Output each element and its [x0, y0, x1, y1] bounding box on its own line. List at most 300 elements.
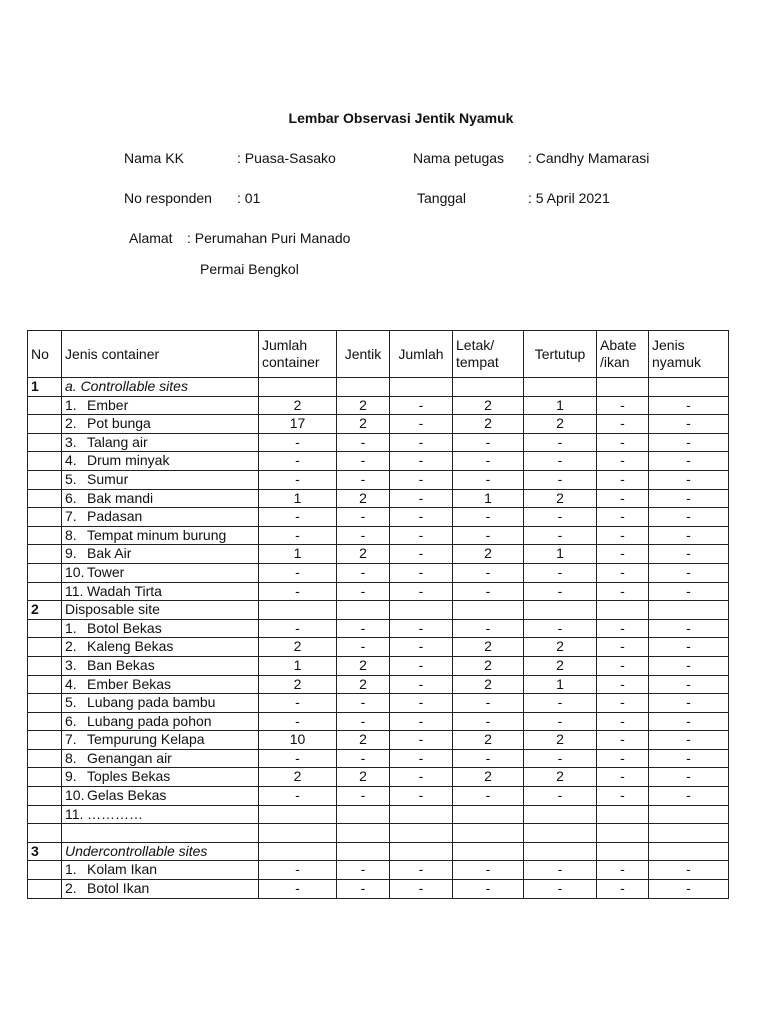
item-number: 10.: [65, 787, 85, 804]
container-name-cell: [62, 861, 259, 880]
table-row: [28, 712, 729, 731]
value-cell: -: [390, 526, 453, 545]
value-cell: -: [259, 563, 337, 582]
value-cell: -: [597, 694, 649, 713]
empty-cell: [649, 601, 729, 620]
value-cell: -: [649, 675, 729, 694]
value-cell: 2: [337, 489, 390, 508]
value-cell: -: [597, 861, 649, 880]
item-name: Botol Ikan: [87, 880, 150, 897]
item-name: Lubang pada pohon: [87, 712, 212, 729]
container-name-cell: [62, 452, 259, 471]
nama-petugas-value: : Candhy Mamarasi: [528, 150, 650, 166]
no-cell: [28, 563, 62, 582]
table-row: [28, 619, 729, 638]
value-cell: 2: [524, 731, 597, 750]
value-cell: -: [453, 694, 524, 713]
no-cell: [28, 749, 62, 768]
table-row: [28, 433, 729, 452]
item-name: Sumur: [87, 470, 129, 487]
empty-cell: [62, 824, 259, 843]
value-cell: -: [390, 675, 453, 694]
value-cell: -: [453, 526, 524, 545]
section-label: a. Controllable sites: [62, 378, 259, 397]
value-cell: -: [649, 545, 729, 564]
value-cell: -: [524, 508, 597, 527]
value-cell: [649, 805, 729, 824]
value-cell: -: [453, 582, 524, 601]
empty-cell: [337, 601, 390, 620]
value-cell: -: [337, 619, 390, 638]
empty-cell: [390, 824, 453, 843]
value-cell: -: [649, 489, 729, 508]
no-cell: [28, 452, 62, 471]
value-cell: -: [337, 526, 390, 545]
no-cell: [28, 638, 62, 657]
value-cell: 2: [337, 545, 390, 564]
section-label: Disposable site: [62, 601, 259, 620]
item-name: Kolam Ikan: [87, 861, 158, 878]
table-row: [28, 675, 729, 694]
container-name-cell: [62, 526, 259, 545]
value-cell: -: [649, 880, 729, 899]
empty-cell: [390, 378, 453, 397]
value-cell: -: [390, 489, 453, 508]
table-row: [28, 582, 729, 601]
value-cell: -: [453, 712, 524, 731]
value-cell: 1: [524, 675, 597, 694]
empty-cell: [259, 378, 337, 397]
item-number: 3.: [65, 656, 77, 673]
value-cell: [453, 805, 524, 824]
value-cell: 2: [453, 656, 524, 675]
value-cell: -: [259, 861, 337, 880]
value-cell: -: [337, 880, 390, 899]
value-cell: -: [453, 452, 524, 471]
value-cell: -: [597, 489, 649, 508]
item-name: Tower: [87, 563, 125, 580]
value-cell: -: [337, 787, 390, 806]
value-cell: 2: [337, 731, 390, 750]
item-name: Tempat minum burung: [87, 526, 227, 543]
value-cell: -: [259, 880, 337, 899]
empty-cell: [390, 601, 453, 620]
value-cell: -: [337, 861, 390, 880]
item-name: Lubang pada bambu: [87, 694, 216, 711]
no-cell: [28, 712, 62, 731]
item-number: 1.: [65, 396, 77, 413]
value-cell: -: [453, 619, 524, 638]
container-name-cell: [62, 805, 259, 824]
header-jumlah: Jumlah: [390, 331, 453, 378]
no-cell: [28, 880, 62, 899]
value-cell: -: [524, 749, 597, 768]
value-cell: -: [259, 712, 337, 731]
value-cell: -: [524, 563, 597, 582]
value-cell: -: [337, 582, 390, 601]
value-cell: -: [390, 731, 453, 750]
no-cell: [28, 489, 62, 508]
section-row: [28, 842, 729, 861]
value-cell: -: [390, 768, 453, 787]
value-cell: -: [337, 433, 390, 452]
alamat-value-line-1: : Perumahan Puri Manado: [187, 230, 351, 246]
no-cell: [28, 768, 62, 787]
value-cell: -: [390, 880, 453, 899]
value-cell: 1: [259, 545, 337, 564]
value-cell: 2: [453, 415, 524, 434]
value-cell: -: [597, 619, 649, 638]
no-responden-label: No responden: [124, 190, 212, 206]
tanggal-label: Tanggal: [417, 190, 467, 206]
value-cell: -: [453, 508, 524, 527]
header-letak-tempat: Letak/ tempat: [453, 331, 524, 378]
alamat-value-line-2: Permai Bengkol: [200, 261, 299, 277]
value-cell: -: [453, 787, 524, 806]
value-cell: -: [390, 656, 453, 675]
section-label: Undercontrollable sites: [62, 842, 259, 861]
value-cell: -: [597, 433, 649, 452]
value-cell: 2: [259, 638, 337, 657]
empty-cell: [597, 378, 649, 397]
item-name: …………: [87, 805, 143, 822]
no-cell: [28, 787, 62, 806]
value-cell: 2: [524, 415, 597, 434]
section-row: [28, 378, 729, 397]
value-cell: -: [597, 508, 649, 527]
value-cell: -: [597, 880, 649, 899]
no-cell: [28, 526, 62, 545]
container-name-cell: [62, 749, 259, 768]
table-row: [28, 396, 729, 415]
no-cell: [28, 433, 62, 452]
value-cell: -: [524, 433, 597, 452]
section-row: [28, 601, 729, 620]
table-row: [28, 824, 729, 843]
item-name: Tempurung Kelapa: [87, 731, 205, 748]
table-row: [28, 749, 729, 768]
table-row: [28, 787, 729, 806]
value-cell: -: [649, 638, 729, 657]
table-row: [28, 768, 729, 787]
value-cell: -: [453, 749, 524, 768]
item-name: Toples Bekas: [87, 768, 171, 785]
item-number: 8.: [65, 749, 77, 766]
value-cell: 2: [259, 768, 337, 787]
value-cell: 1: [453, 489, 524, 508]
value-cell: -: [649, 731, 729, 750]
no-cell: [28, 656, 62, 675]
value-cell: -: [597, 526, 649, 545]
value-cell: 2: [453, 638, 524, 657]
value-cell: -: [259, 749, 337, 768]
value-cell: -: [649, 694, 729, 713]
item-name: Genangan air: [87, 749, 172, 766]
container-name-cell: [62, 731, 259, 750]
value-cell: -: [259, 582, 337, 601]
value-cell: -: [524, 712, 597, 731]
item-number: 4.: [65, 675, 77, 692]
value-cell: -: [453, 861, 524, 880]
value-cell: -: [597, 452, 649, 471]
no-responden-value: : 01: [237, 190, 261, 206]
table-row: [28, 415, 729, 434]
value-cell: 2: [524, 638, 597, 657]
value-cell: 1: [524, 396, 597, 415]
value-cell: -: [649, 396, 729, 415]
value-cell: -: [597, 545, 649, 564]
item-number: 8.: [65, 526, 77, 543]
table-row: [28, 563, 729, 582]
table-row: [28, 489, 729, 508]
item-number: 7.: [65, 508, 77, 525]
value-cell: -: [597, 768, 649, 787]
empty-cell: [390, 842, 453, 861]
table-row: [28, 526, 729, 545]
value-cell: -: [649, 508, 729, 527]
table-row: [28, 805, 729, 824]
table-row: [28, 861, 729, 880]
value-cell: 10: [259, 731, 337, 750]
item-number: 1.: [65, 619, 77, 636]
container-name-cell: [62, 433, 259, 452]
nama-petugas-label: Nama petugas: [413, 150, 505, 166]
empty-cell: [259, 824, 337, 843]
empty-cell: [649, 378, 729, 397]
no-cell: [28, 582, 62, 601]
value-cell: 2: [453, 396, 524, 415]
value-cell: 2: [453, 731, 524, 750]
observation-table: [27, 330, 729, 899]
item-number: 4.: [65, 452, 77, 469]
value-cell: -: [649, 861, 729, 880]
value-cell: -: [524, 787, 597, 806]
item-number: 10.: [65, 563, 85, 580]
value-cell: -: [259, 452, 337, 471]
item-number: 5.: [65, 470, 77, 487]
value-cell: -: [649, 452, 729, 471]
value-cell: -: [337, 638, 390, 657]
item-name: Bak Air: [87, 545, 132, 562]
no-cell: [28, 861, 62, 880]
section-number: 1: [28, 378, 62, 397]
value-cell: -: [390, 712, 453, 731]
container-name-cell: [62, 656, 259, 675]
value-cell: 2: [259, 396, 337, 415]
value-cell: -: [390, 582, 453, 601]
nama-kk-label: Nama KK: [124, 150, 184, 166]
value-cell: -: [390, 452, 453, 471]
no-cell: [28, 396, 62, 415]
value-cell: -: [453, 880, 524, 899]
item-name: Kaleng Bekas: [87, 638, 174, 655]
container-name-cell: [62, 694, 259, 713]
value-cell: -: [337, 563, 390, 582]
no-cell: [28, 675, 62, 694]
value-cell: -: [390, 619, 453, 638]
value-cell: -: [390, 787, 453, 806]
value-cell: 2: [524, 768, 597, 787]
value-cell: -: [337, 712, 390, 731]
container-name-cell: [62, 787, 259, 806]
table-header-row: [28, 331, 729, 378]
value-cell: -: [597, 415, 649, 434]
value-cell: -: [597, 396, 649, 415]
empty-cell: [597, 824, 649, 843]
table-row: [28, 880, 729, 899]
value-cell: -: [337, 508, 390, 527]
value-cell: -: [259, 619, 337, 638]
value-cell: [390, 805, 453, 824]
value-cell: -: [597, 638, 649, 657]
empty-cell: [597, 842, 649, 861]
value-cell: -: [649, 712, 729, 731]
empty-cell: [597, 601, 649, 620]
empty-cell: [524, 842, 597, 861]
item-name: Gelas Bekas: [87, 787, 167, 804]
value-cell: -: [649, 656, 729, 675]
value-cell: -: [390, 563, 453, 582]
value-cell: -: [649, 582, 729, 601]
table-row: [28, 452, 729, 471]
value-cell: -: [390, 638, 453, 657]
container-name-cell: [62, 489, 259, 508]
container-name-cell: [62, 768, 259, 787]
container-name-cell: [62, 508, 259, 527]
header-abate-ikan: Abate /ikan: [597, 331, 649, 378]
value-cell: -: [259, 694, 337, 713]
item-name: Ban Bekas: [87, 656, 155, 673]
value-cell: -: [597, 675, 649, 694]
empty-cell: [28, 824, 62, 843]
value-cell: -: [524, 694, 597, 713]
value-cell: -: [597, 787, 649, 806]
table-row: [28, 656, 729, 675]
header-tertutup: Tertutup: [524, 331, 597, 378]
value-cell: -: [259, 433, 337, 452]
value-cell: -: [649, 526, 729, 545]
value-cell: -: [649, 433, 729, 452]
value-cell: 2: [337, 768, 390, 787]
value-cell: -: [524, 861, 597, 880]
empty-cell: [524, 378, 597, 397]
empty-cell: [259, 842, 337, 861]
value-cell: -: [597, 582, 649, 601]
section-number: 2: [28, 601, 62, 620]
header-jumlah-container: Jumlah container: [259, 331, 337, 378]
value-cell: -: [390, 861, 453, 880]
empty-cell: [649, 842, 729, 861]
table-row: [28, 470, 729, 489]
no-cell: [28, 731, 62, 750]
document-title: Lembar Observasi Jentik Nyamuk: [288, 110, 514, 126]
table-row: [28, 508, 729, 527]
item-number: 7.: [65, 731, 77, 748]
value-cell: [597, 805, 649, 824]
item-name: Padasan: [87, 508, 143, 525]
value-cell: -: [390, 545, 453, 564]
empty-cell: [453, 601, 524, 620]
item-number: 11.: [65, 582, 84, 599]
value-cell: -: [649, 415, 729, 434]
value-cell: -: [390, 508, 453, 527]
container-name-cell: [62, 470, 259, 489]
table-row: [28, 545, 729, 564]
empty-cell: [649, 824, 729, 843]
value-cell: -: [649, 768, 729, 787]
value-cell: -: [524, 526, 597, 545]
value-cell: -: [390, 470, 453, 489]
table-row: [28, 638, 729, 657]
value-cell: -: [524, 452, 597, 471]
empty-cell: [453, 378, 524, 397]
value-cell: -: [524, 582, 597, 601]
item-name: Wadah Tirta: [87, 582, 162, 599]
value-cell: 2: [524, 489, 597, 508]
item-number: 1.: [65, 861, 77, 878]
value-cell: 2: [259, 675, 337, 694]
item-name: Pot bunga: [87, 415, 151, 432]
header-jentik: Jentik: [337, 331, 390, 378]
value-cell: -: [524, 470, 597, 489]
item-number: 5.: [65, 694, 77, 711]
empty-cell: [337, 842, 390, 861]
value-cell: -: [649, 749, 729, 768]
value-cell: 17: [259, 415, 337, 434]
value-cell: -: [390, 415, 453, 434]
container-name-cell: [62, 880, 259, 899]
item-number: 6.: [65, 712, 77, 729]
container-name-cell: [62, 582, 259, 601]
value-cell: 1: [259, 656, 337, 675]
container-name-cell: [62, 545, 259, 564]
value-cell: -: [259, 470, 337, 489]
container-name-cell: [62, 415, 259, 434]
item-number: 2.: [65, 638, 77, 655]
value-cell: -: [390, 694, 453, 713]
value-cell: 2: [337, 396, 390, 415]
item-number: 2.: [65, 415, 77, 432]
alamat-label: Alamat: [129, 230, 173, 246]
value-cell: [337, 805, 390, 824]
header-jenis-nyamuk: Jenis nyamuk: [649, 331, 729, 378]
value-cell: -: [524, 619, 597, 638]
value-cell: 2: [524, 656, 597, 675]
item-number: 6.: [65, 489, 77, 506]
container-name-cell: [62, 712, 259, 731]
empty-cell: [453, 842, 524, 861]
container-name-cell: [62, 563, 259, 582]
value-cell: -: [259, 787, 337, 806]
item-number: 9.: [65, 768, 77, 785]
value-cell: -: [337, 470, 390, 489]
container-name-cell: [62, 638, 259, 657]
no-cell: [28, 619, 62, 638]
empty-cell: [337, 824, 390, 843]
no-cell: [28, 508, 62, 527]
value-cell: -: [390, 433, 453, 452]
header-jenis-container: Jenis container: [62, 331, 259, 378]
value-cell: -: [649, 787, 729, 806]
item-number: 3.: [65, 433, 77, 450]
value-cell: -: [649, 470, 729, 489]
table-body: [28, 378, 729, 899]
value-cell: -: [390, 396, 453, 415]
value-cell: -: [649, 563, 729, 582]
empty-cell: [337, 378, 390, 397]
value-cell: -: [597, 563, 649, 582]
item-name: Botol Bekas: [87, 619, 162, 636]
